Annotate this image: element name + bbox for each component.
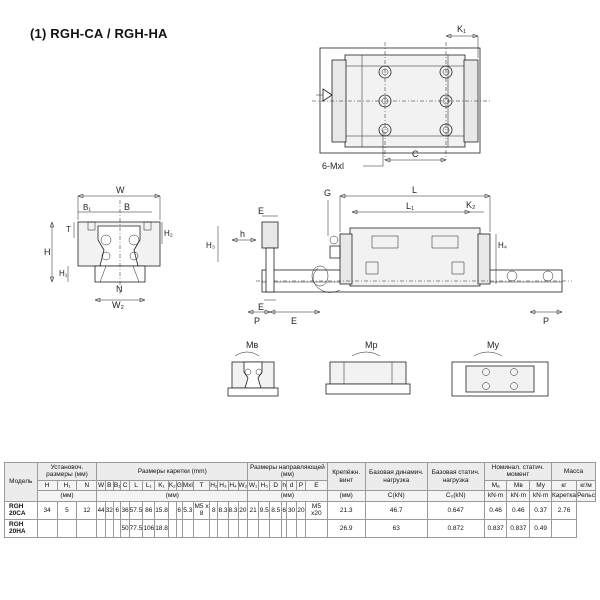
header-carriage-dims: Размеры каретки (mm) (97, 463, 248, 481)
label-6mxl: 6-Mxl (322, 161, 344, 171)
label-mp: Mр (365, 340, 378, 350)
sub-c: C (122, 481, 128, 489)
cell-value: 8.3 (228, 501, 238, 519)
cell-value: 8 (210, 501, 218, 519)
label-c: C (412, 149, 419, 159)
cell-value (238, 519, 248, 537)
cell-value: 36 (121, 501, 129, 519)
cell-value (218, 519, 228, 537)
cell-value: 18.8 (155, 519, 169, 537)
cell-value (193, 519, 209, 537)
label-mb: Mв (246, 340, 259, 350)
unit-mass-carriage: Каретка (552, 492, 577, 500)
cell-value: 9.5 (258, 501, 270, 519)
header-model: Модель (5, 463, 38, 502)
cell-value (552, 519, 577, 537)
cell-value (105, 519, 113, 537)
cell-value: 0.837 (484, 519, 507, 537)
label-b1: B₁ (83, 203, 92, 212)
table-header-row-3 (5, 491, 596, 501)
label-w: W (116, 185, 125, 195)
top-view (312, 24, 490, 171)
cell-value: 5 (57, 501, 76, 519)
sub-ma: Mₐ (484, 480, 507, 490)
unit-carriage: (мм) (97, 491, 248, 501)
table-header-row-2 (5, 480, 596, 490)
cell-value (287, 519, 296, 537)
cell-value: 0.46 (484, 501, 507, 519)
unit-fastener: (мм) (327, 491, 365, 501)
label-h3: H₃ (206, 241, 216, 250)
sub-k2: K₂ (168, 481, 176, 489)
cell-value: 86 (143, 501, 155, 519)
label-w2: W₂ (112, 300, 124, 310)
cell-value (97, 519, 105, 537)
label-n: N (116, 284, 123, 294)
header-mount-dims: Установоч. размеры (мм) (37, 463, 97, 481)
sub-h2: H₂ (210, 481, 218, 489)
sub-b: B (107, 481, 112, 489)
cell-value: 0.49 (530, 519, 552, 537)
cell-value: 57.5 (129, 501, 143, 519)
cell-value: 0.647 (427, 501, 484, 519)
sub-e: E (306, 480, 327, 490)
cell-value: 6 (176, 501, 182, 519)
sub-h1: H₁ (57, 480, 76, 490)
moment-views (228, 340, 548, 396)
label-h1: H₁ (59, 269, 68, 278)
cell-value: 106 (143, 519, 155, 537)
cell-value: 32 (105, 501, 113, 519)
label-h-small: h (240, 229, 246, 239)
label-diameter-d-big: E (258, 206, 265, 216)
cell-value: M5 x 8 (194, 502, 209, 518)
unit-mass-rail: Рельс (577, 492, 595, 500)
header-stat-load: Базовая статич. нагрузка (427, 463, 484, 491)
cell-value: 6 (113, 501, 121, 519)
cell-value: 0.837 (507, 519, 530, 537)
cell-value (296, 519, 305, 537)
cell-value (37, 519, 57, 537)
sub-l1: L₁ (143, 480, 155, 490)
header-dyn-load: Базовая динамич. нагрузка (365, 463, 427, 491)
cell-value (168, 519, 176, 537)
sub-h-small: h (282, 481, 286, 489)
unit-mount: (мм) (37, 491, 97, 501)
sub-h: H (37, 480, 57, 490)
sub-h4: H₄ (229, 481, 237, 489)
section-view (44, 185, 173, 310)
label-t: T (66, 225, 71, 234)
sub-h3: H₃ (219, 481, 227, 489)
sub-p: P (296, 480, 305, 490)
sub-my: Mу (530, 480, 552, 490)
cell-value: 50 (121, 519, 129, 537)
cell-value (270, 519, 282, 537)
cell-value (306, 519, 327, 537)
sub-d: D (270, 480, 282, 490)
cell-value (258, 519, 270, 537)
unit-my: kN·m (530, 491, 552, 501)
sub-mass-carriage: кг (552, 480, 577, 490)
sub-l: L (129, 480, 143, 490)
label-my: Mу (487, 340, 499, 350)
cell-value: 44 (97, 501, 105, 519)
cell-value: 63 (365, 519, 427, 537)
sub-h5: H₅ (258, 480, 270, 490)
cell-value: 6 (282, 501, 287, 519)
cell-value (168, 501, 176, 519)
cell-model: RGH 20CA (5, 501, 38, 519)
cell-value: 8.3 (218, 501, 228, 519)
label-diameter-d-small: E (258, 302, 265, 312)
cell-value (210, 519, 218, 537)
label-k2: K₂ (466, 200, 476, 210)
page-title: (1) RGH-CA / RGH-HA (30, 26, 168, 41)
sub-w2: W₂ (238, 481, 248, 489)
cell-value (228, 519, 238, 537)
sub-mb: Mв (507, 480, 530, 490)
unit-stat: C₀(kN) (427, 491, 484, 501)
sub-d-small: d (287, 480, 296, 490)
sub-b1: B₁ (113, 481, 121, 489)
label-p: E (291, 316, 298, 326)
label-b: B (124, 202, 131, 212)
cell-value: 20 (296, 501, 305, 519)
header-mass: Масса (552, 463, 596, 481)
sub-k1: K₁ (155, 480, 169, 490)
cell-value: 26.9 (327, 519, 365, 537)
header-fasteners: Крепёжн. винт (327, 463, 365, 491)
label-l1: L₁ (406, 201, 415, 211)
sub-t: T (193, 480, 209, 490)
spec-table (4, 462, 596, 538)
label-g: G (324, 188, 332, 198)
label-k1: K₁ (457, 24, 467, 34)
label-l: L (412, 185, 418, 195)
cell-value: 0.46 (507, 501, 530, 519)
unit-dyn: C(kN) (365, 491, 427, 501)
table-row (5, 519, 596, 537)
sub-n: N (77, 480, 97, 490)
cell-value: 2.76 (552, 501, 577, 519)
table-header-row-1 (5, 463, 596, 481)
cell-value: 30 (287, 501, 296, 519)
cell-value (182, 519, 193, 537)
sub-w: W (97, 481, 105, 489)
sub-w1: W₁ (248, 481, 258, 489)
cell-value: 5.3 (182, 501, 193, 519)
sub-mxl: Mxl (182, 481, 193, 489)
cell-value (248, 519, 259, 537)
label-h4: H₄ (498, 241, 508, 250)
side-view (206, 185, 572, 326)
cell-value: 0.37 (530, 501, 552, 519)
unit-rail: (мм) (248, 491, 327, 501)
sub-mass-rail: кг/м (577, 480, 596, 490)
cell-value: 12 (77, 501, 97, 519)
unit-mb: kN·m (507, 491, 530, 501)
header-static-moment: Номинал. статич. момент (484, 463, 551, 481)
cell-value: 15.8 (155, 501, 169, 519)
cell-value: 34 (37, 501, 57, 519)
cell-value: 8.5 (270, 501, 282, 519)
cell-value: 77.5 (129, 519, 143, 537)
cell-value (113, 519, 121, 537)
label-h2: H₂ (164, 229, 173, 238)
sub-g: G (176, 481, 182, 489)
cell-value (77, 519, 97, 537)
cell-value: 21 (248, 501, 259, 519)
cell-value: 21.3 (327, 501, 365, 519)
cell-model: RGH 20HA (5, 519, 38, 537)
table-row (5, 501, 596, 519)
unit-ma: kN·m (484, 491, 507, 501)
cell-value: M5 x20 (306, 501, 327, 519)
cell-value: 0.872 (427, 519, 484, 537)
header-rail-dims: Размеры направляющей (мм) (248, 463, 327, 481)
label-e-right: P (543, 316, 550, 326)
label-e-left: P (254, 316, 261, 326)
label-h: H (44, 247, 51, 257)
cell-value (57, 519, 76, 537)
cell-value: 46.7 (365, 501, 427, 519)
cell-value: 20 (238, 501, 248, 519)
